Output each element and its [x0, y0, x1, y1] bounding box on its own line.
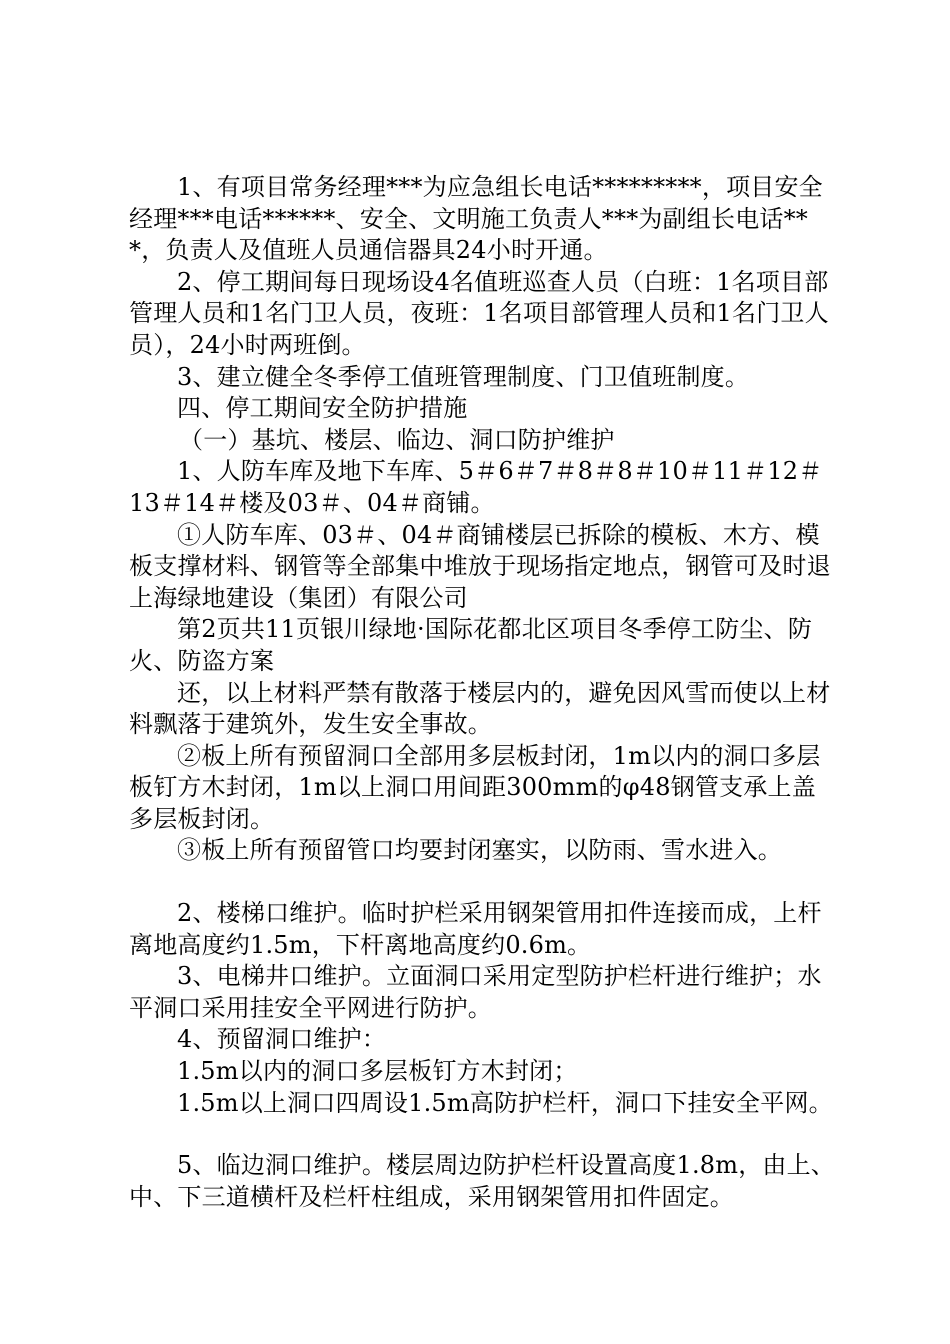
- page-footer-text: 第2页共11页银川绿地·国际花都北区项目冬季停工防尘、防火、防盗方案: [129, 615, 813, 675]
- paragraph-opening-above-1-5m: 1.5m以上洞口四周设1.5m高防护栏杆，洞口下挂安全平网。: [177, 1088, 833, 1117]
- paragraph-item-1: ①人防车库、03＃、04＃商铺楼层已拆除的模板、木方、模板支撑材料、钢管等全部集中堆放于现场指定地点，钢管可及时退上海绿地建设（集团）有限公司: [129, 520, 831, 612]
- document-body: [129, 172, 837, 1213]
- paragraph-duty-staff: 2、停工期间每日现场设4名值班巡查人员（白班：1名项目部管理人员和1名门卫人员，夜班：1名项目部管理人员和1名门卫人员），24小时两班倒。: [129, 267, 829, 359]
- paragraph-edge-protection: 5、临边洞口维护。楼层周边防护栏杆设置高度1.8m，由上、中、下三道横杆及栏杆柱组成，采用钢架管用扣件固定。: [129, 1151, 835, 1211]
- paragraph-elevator-protection: 3、电梯井口维护。立面洞口采用定型防护栏杆进行维护；水平洞口采用挂安全平网进行防护。: [129, 962, 822, 1022]
- paragraph-item-2: ②板上所有预留洞口全部用多层板封闭，1m以内的洞口多层板钉方木封闭，1m以上洞口用间距300mm的φ48钢管支承上盖多层板封闭。: [129, 741, 821, 833]
- section-heading-safety-measures: 四、停工期间安全防护措施: [177, 394, 468, 423]
- paragraph-reserved-opening: 4、预留洞口维护：: [177, 1025, 387, 1054]
- paragraph-opening-within-1-5m: 1.5m以内的洞口多层板钉方木封闭；: [177, 1057, 578, 1086]
- paragraph-duty-system: 3、建立健全冬季停工值班管理制度、门卫值班制度。: [177, 362, 750, 391]
- paragraph-continuation: 还，以上材料严禁有散落于楼层内的，避免因风雪而使以上材料飘落于建筑外，发生安全事故。: [129, 678, 831, 739]
- subsection-heading-protection: （一）基坑、楼层、临边、洞口防护维护: [179, 425, 615, 454]
- paragraph-emergency-team: 1、有项目常务经理***为应急组长电话*********，项目安全经理***电话******、安全、文明施工负责人***为副组长电话***，负责人及值班人员通信器具24小时开通。: [129, 173, 823, 265]
- paragraph-item-3: ③板上所有预留管口均要封闭塞实，以防雨、雪水进入。: [177, 836, 782, 865]
- paragraph-spacer: [129, 1119, 837, 1150]
- paragraph-stair-protection: 2、楼梯口维护。临时护栏采用钢架管用扣件连接而成，上杆离地高度约1.5m，下杆离地高度约0.6m。: [129, 899, 822, 959]
- paragraph-garage-buildings: 1、人防车库及地下车库、5＃6＃7＃8＃8＃10＃11＃12＃13＃14＃楼及03＃、04＃商铺。: [129, 457, 823, 517]
- paragraph-spacer: [129, 867, 837, 898]
